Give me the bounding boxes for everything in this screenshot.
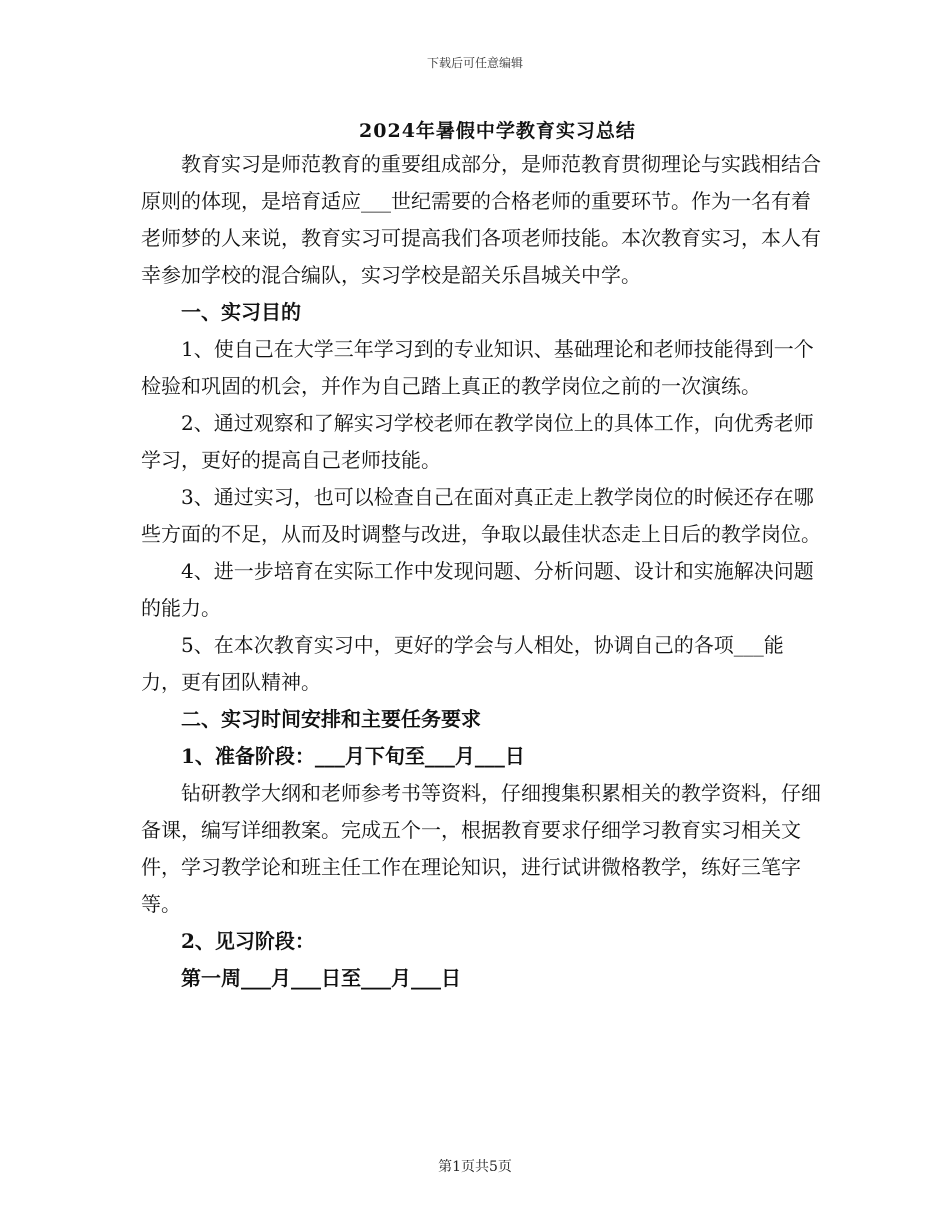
preparation-paragraph: 钻研教学大纲和老师参考书等资料，仔细搜集积累相关的教学资料，仔细备课，编写详细教案。完成五个一，根据教育要求仔细学习教育实习相关文件，学习教学论和班主任工作在理论知识，进行试讲微格教学，练好三笔字等。 [141,781,821,916]
intro-paragraph: 教育实习是师范教育的重要组成部分，是师范教育贯彻理论与实践相结合原则的体现，是培育适应___世纪需要的合格老师的重要环节。作为一名有着老师梦的人来说，教育实习可提高我们各项老师技能。本次教育实习，本人有幸参加学校的混合编队，实习学校是韶关乐昌城关中学。 [141,152,821,287]
week-one-line: 第一周___月___日至___月___日 [181,966,461,990]
purpose-item-2: 2、通过观察和了解实习学校老师在教学岗位上的具体工作，向优秀老师学习，更好的提高自己老师技能。 [141,411,814,472]
subheading-preparation: 1、准备阶段：___月下旬至___月___日 [181,744,525,768]
purpose-item-5: 5、在本次教育实习中，更好的学会与人相处，协调自己的各项___能力，更有团队精神。 [141,633,784,694]
page-footer: 第1页共5页 [438,1159,512,1175]
section-heading-schedule: 二、实习时间安排和主要任务要求 [181,707,481,731]
subheading-observation: 2、见习阶段： [181,929,315,953]
purpose-item-1: 1、使自己在大学三年学习到的专业知识、基础理论和老师技能得到一个检验和巩固的机会，并作为自己踏上真正的教学岗位之前的一次演练。 [141,337,814,398]
section-heading-purpose: 一、实习目的 [181,300,301,324]
header-note: 下载后可任意编辑 [426,56,523,70]
document-title: 2024年暑假中学教育实习总结 [359,120,636,142]
purpose-item-3: 3、通过实习，也可以检查自己在面对真正走上教学岗位的时候还存在哪些方面的不足，从而及时调整与改进，争取以最佳状态走上日后的教学岗位。 [141,485,821,546]
purpose-item-4: 4、进一步培育在实际工作中发现问题、分析问题、设计和实施解决问题的能力。 [141,559,814,620]
document-body [141,146,821,997]
